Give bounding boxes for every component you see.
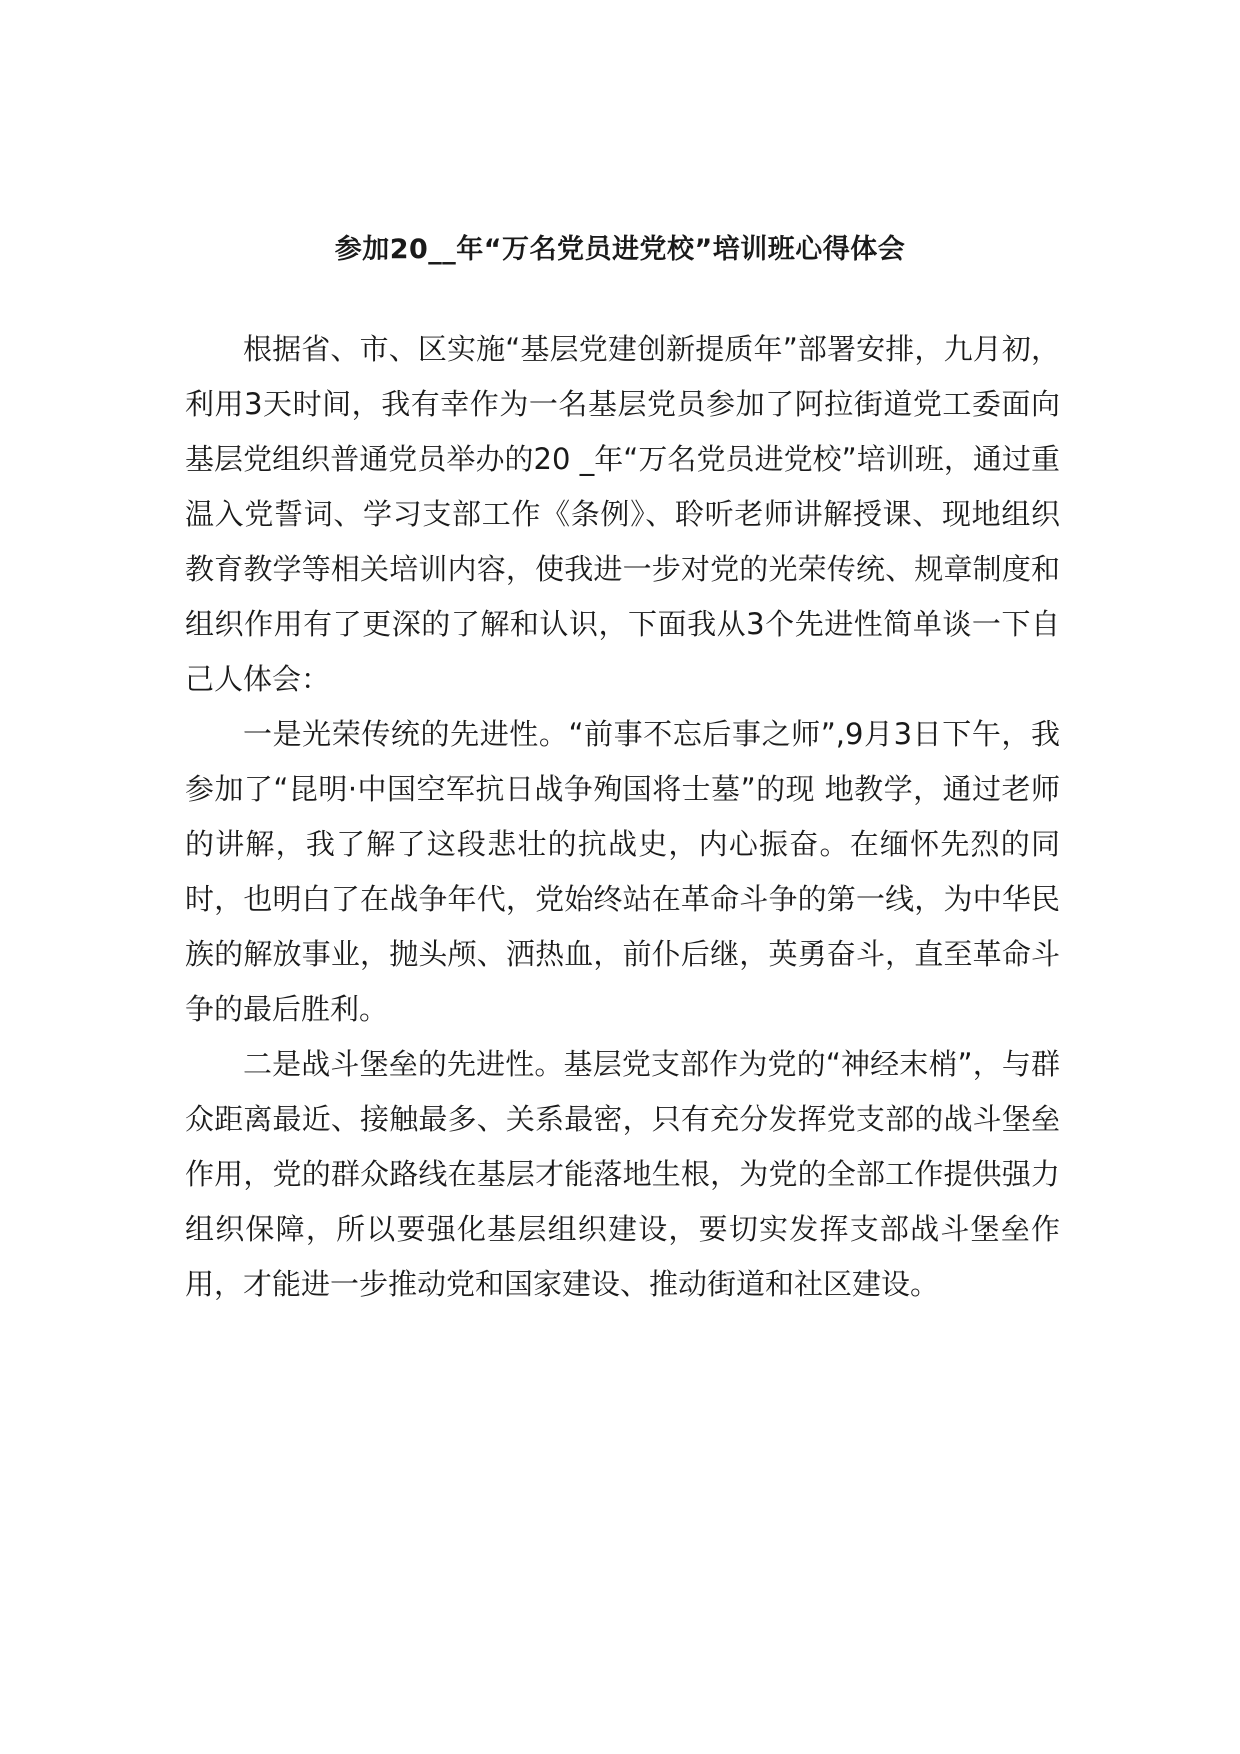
document-body [185, 322, 1060, 1312]
paragraph-intro: 根据省、市、区实施“基层党建创新提质年”部署安排，九月初，利用3天时间，我有幸作为一名基层党员参加了阿拉街道党工委面向基层党组织普通党员举办的20 _年“万名党员进党校”培训班，通过重温入党誓词、学习支部工作《条例》、聆听老师讲解授课、现地组织教育教学等相关培训内容，使我进一步对党的光荣传统、规章制度和组织作用有了更深的了解和认识，下面我从3个先进性简单谈一下自己人体会： [185, 332, 1060, 696]
paragraph-glorious-tradition: 一是光荣传统的先进性。“前事不忘后事之师”,9月3日下午，我参加了“昆明·中国空军抗日战争殉国将士墓”的现 地教学，通过老师的讲解，我了解了这段悲壮的抗战史，内心振奋。在缅怀先烈的同时，也明白了在战争年代，党始终站在革命斗争的第一线，为中华民族的解放事业，抛头颅、洒热血，前仆后继，英勇奋斗，直至革命斗争的最后胜利。 [185, 717, 1060, 1026]
paragraph-fighting-bastion: 二是战斗堡垒的先进性。基层党支部作为党的“神经末梢”，与群众距离最近、接触最多、关系最密，只有充分发挥党支部的战斗堡垒作用，党的群众路线在基层才能落地生根，为党的全部工作提供强力组织保障，所以要强化基层组织建设，要切实发挥支部战斗堡垒作用，才能进一步推动党和国家建设、推动街道和社区建设。 [185, 1047, 1060, 1301]
document-title: 参加20__年“万名党员进党校”培训班心得体会 [334, 234, 906, 265]
